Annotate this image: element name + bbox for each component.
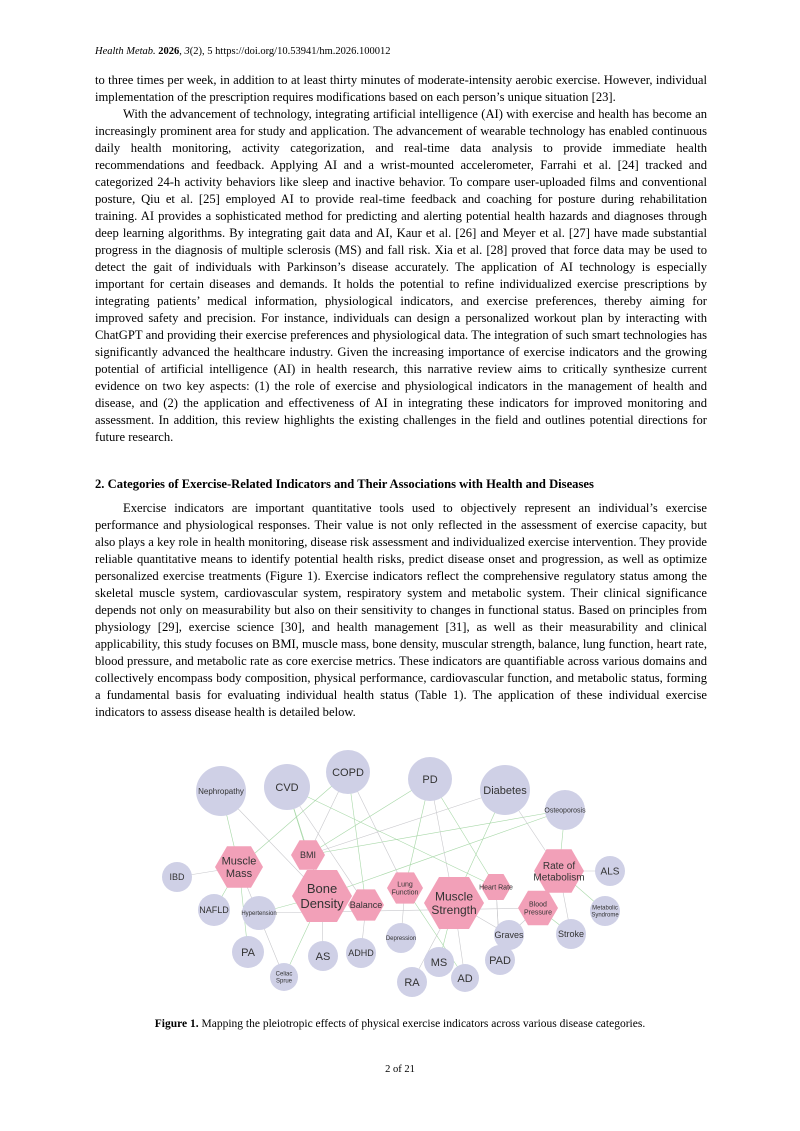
node-label: AS (315, 950, 331, 963)
node-label: Graves (494, 930, 524, 941)
journal-volume: 3 (184, 46, 190, 57)
node-label: Diabetes (483, 784, 527, 797)
paragraph-2: With the advancement of technology, integrating artificial intelligence (AI) with exercise and health has become an increasingly prominent area for study and application. The advancement of wearable technology has enabled continuous daily health monitoring, activity categorization, and real-time data analysis to provide immediate health recommendations and feedback. Applying AI and a wrist-mounted accelerometer, Farrahi et al. [24] tracked and categorized 24-h activity behaviors like sleep and inactive behavior. To compare user-uploaded films and conventional posture, Qiu et al. [25] employed AI to provide real-time feedback and coaching for posture during rehabilitation training. AI provides a sophisticated method for predicting and alerting potential health hazards and diagnoses through deep learning algorithms. By integrating gait data and AI, Kaur et al. [26] and Meyer et al. [27] have made substantial progress in the diagnosis of multiple sclerosis (MS) and fall risk. Xia et al. [28] proved that force data may be used to detect the gait of individuals with Parkinson’s disease accurately. The application of AI technology is especially important for certain diseases and demands. It holds the potential to refine individualized exercise prescriptions by integrating patients’ medical information, physiological indicators, and exercise preferences, thereby aiming for improved safety and precision. For instance, individuals can design a personalized workout plan by interacting with ChatGPT and providing their exercise preferences and physiological data. The integration of such smart technologies has significantly advanced the healthcare industry. Given the increasing importance of exercise indicators and the growing potential of artificial intelligence (AI) in health research, this narrative review aims to critically synthesize current evidence on two key aspects: (1) the role of exercise and physiological indicators in the management of health and disease, and (2) the application and effectiveness of AI in integrating these indicators for improved monitoring and assessment. In addition, this review highlights the existing challenges in the field and outlines potential directions for future research. (95, 107, 707, 444)
node-label: ADHD (348, 948, 374, 959)
disease-node (346, 938, 376, 968)
disease-node (232, 936, 264, 968)
section-paragraph: Exercise indicators are important quantitative tools used to objectively represent an individual’s exercise performance and physiological responses. Their value is not only reflected in the assessment of exercise capacity, but also plays a key role in health monitoring, disease risk assessment and individualized exercise intervention. They provide reliable quantitative means to identify potential health risks, predict disease onset and progression, as well as optimize personalized exercise treatments (Figure 1). Exercise indicators reflect the comprehensive regulatory status among the skeletal muscle system, cardiovascular system, respiratory system and metabolic system. Their clinical significance depends not only on measurability but also on their sensitivity to changes in functional status. Based on principles from physiology [29], exercise science [30], and health management [31], as well as their measurability and clinical applicability, this study focuses on BMI, muscle mass, bone density, muscular strength, balance, lung function, heart rate, blood pressure, and metabolic rate as core exercise metrics. These indicators are quantifiable across various domains and collectively encompass body composition, physical performance, cardiovascular function, and metabolic status, forming a fundamental basis for evaluating individual health status (Table 1). The application of these individual exercise indicators to assess disease health is detailed below. (95, 501, 707, 719)
indicator-node (291, 840, 325, 869)
journal-issue-doi: (2), 5 https://doi.org/10.53941/hm.2026.100012 (189, 46, 391, 57)
disease-node (451, 964, 479, 992)
disease-node (424, 947, 454, 977)
network-diagram (150, 745, 650, 1015)
node-label: Pressure (523, 909, 553, 917)
figure-caption (0, 1018, 800, 1030)
indicator-node (424, 877, 484, 929)
page-number: 2 of 21 (385, 1064, 415, 1075)
caption-label: Figure 1. (154, 1018, 199, 1030)
node-label: Metabolic (592, 905, 618, 912)
section-heading: 2. Categories of Exercise-Related Indicators and Their Associations with Health and Diseases (95, 477, 594, 491)
disease-node (556, 919, 586, 949)
disease-node (595, 856, 625, 886)
node-label: COPD (332, 766, 364, 779)
node-label: Syndrome (591, 912, 619, 919)
disease-node (408, 757, 452, 801)
body-text-block (95, 72, 707, 446)
node-label: RA (404, 976, 420, 989)
disease-node (590, 896, 620, 926)
node-label: Metabolism (533, 872, 585, 884)
node-label: Hypertension (241, 911, 277, 918)
disease-node (270, 963, 298, 991)
node-label: IBD (169, 872, 185, 883)
indicator-node (479, 874, 513, 900)
paragraph-1: to three times per week, in addition to at least thirty minutes of moderate-intensity aerobic exercise. However, individual implementation of the prescription requires modifications based on each person’s unique situation [23]. (95, 73, 707, 104)
network-edge (308, 790, 505, 855)
disease-node (198, 894, 230, 926)
node-label: PD (422, 773, 438, 786)
node-label: Muscle (221, 855, 257, 868)
node-label: Depression (385, 936, 417, 943)
disease-node (308, 941, 338, 971)
node-label: Density (300, 896, 344, 912)
node-label: Strength (431, 903, 477, 918)
network-nodes (162, 750, 625, 997)
journal-name: Health Metab. (95, 46, 156, 57)
network-edge (308, 810, 565, 855)
disease-node (544, 790, 586, 830)
node-label: Sprue (275, 978, 293, 985)
node-label: Lung (397, 881, 413, 889)
node-label: Rate of (542, 860, 576, 872)
node-label: PA (241, 946, 255, 959)
indicator-node (348, 889, 384, 920)
node-label: Muscle (434, 889, 474, 904)
disease-node (480, 765, 530, 815)
node-label: Blood (529, 901, 547, 909)
indicator-node (387, 872, 423, 903)
node-label: Bone (306, 881, 338, 897)
disease-node (326, 750, 370, 794)
node-label: Osteoporosis (544, 807, 586, 815)
disease-node (494, 920, 524, 950)
node-label: Celiac (275, 971, 293, 978)
disease-node (264, 764, 310, 810)
node-label: Stroke (557, 929, 585, 940)
node-label: AD (457, 972, 473, 985)
node-label: NAFLD (199, 905, 229, 916)
disease-node (386, 923, 416, 953)
node-label: CVD (275, 781, 299, 794)
journal-header: Health Metab. 2026, 3(2), 5 https://doi.org/10.53941/hm.2026.100012 (95, 46, 391, 57)
indicator-node (292, 870, 352, 922)
node-label: Heart Rate (479, 884, 513, 892)
node-label: MS (430, 956, 448, 969)
node-label: BMI (299, 850, 317, 861)
node-label: Function (391, 889, 419, 897)
node-label: Mass (225, 868, 253, 881)
disease-node (162, 862, 192, 892)
node-label: Balance (349, 900, 383, 911)
indicator-node (518, 891, 558, 926)
caption-text: Mapping the pleiotropic effects of physical exercise indicators across various disease categories. (201, 1018, 646, 1030)
figure-1-network (150, 745, 650, 1015)
node-label: PAD (489, 954, 511, 967)
disease-node (397, 967, 427, 997)
disease-node (196, 766, 246, 816)
node-label: Nephropathy (198, 786, 244, 796)
journal-year: 2026 (158, 46, 180, 57)
disease-node (241, 896, 276, 930)
section-body (95, 500, 707, 721)
node-label: ALS (600, 866, 620, 878)
